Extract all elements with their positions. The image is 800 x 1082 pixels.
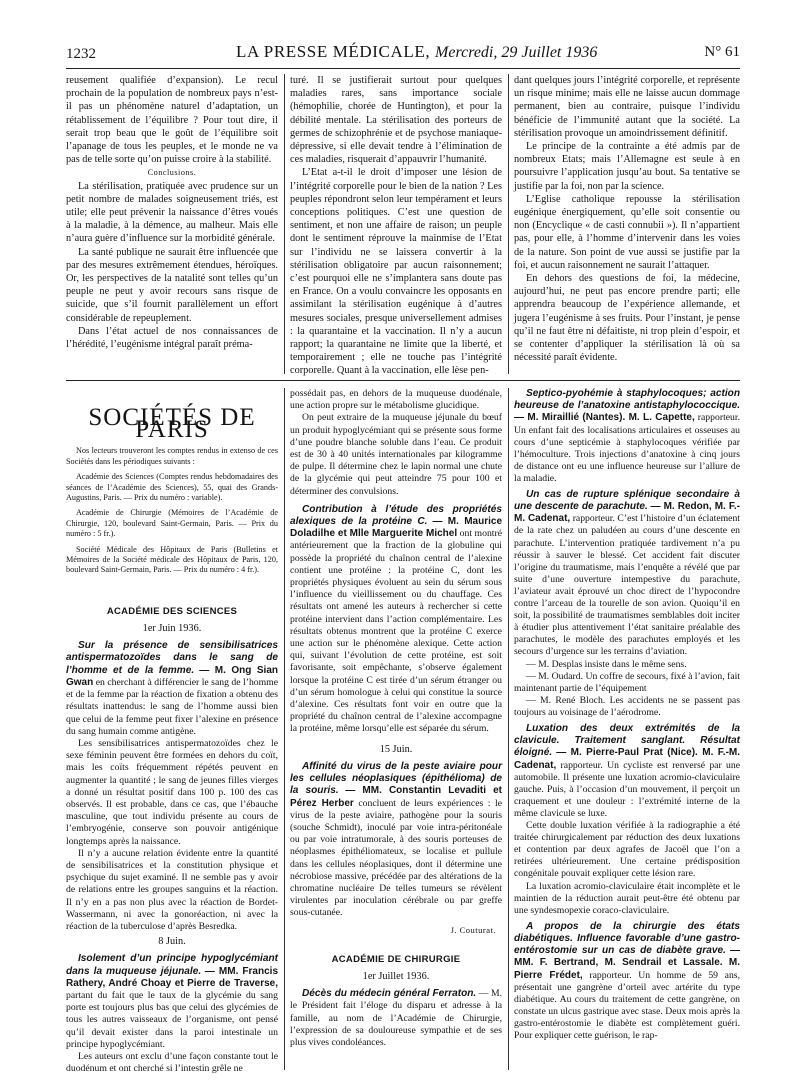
- article-authors: — M. Redon, M. F.-M. Cadenat,: [514, 501, 741, 525]
- session-date: 15 Juin.: [379, 743, 413, 755]
- article: [514, 489, 740, 719]
- column-rule: [508, 388, 509, 1070]
- article-text: rapporteur. Un cycliste est renversé par une automobile. Il présente une luxation acromio-claviculaire gauche. Puis, à l’occasion d’un mouvement, il perçoit un craquement et une douleur : l’extrémité interne de la même clavicule se luxe.: [514, 759, 740, 819]
- article-title: A propos de la chirurgie des états diabétiques. Influence favorable d’une gastro-entérostomie sur un cas de diabète grave.: [514, 920, 740, 957]
- article-title: Septico-pyohémie à staphylocoques; action heureuse de l’anatoxine antistaphylococcique.: [514, 388, 740, 412]
- paragraph: Dans l’état actuel de nos connaissances de l’hérédité, l’eugénisme intégral paraît préma-: [66, 325, 278, 351]
- article-title: Un cas de rupture splénique secondaire à une descente de parachute.: [514, 488, 740, 513]
- article-authors: — MM. Francis Rathery, André Choay et Pierre de Traverse,: [66, 965, 279, 989]
- paragraph: turé. Il se justifierait surtout pour quelques maladies rares, sans importance sociale (hémophilie, chorée de Huntington), et pour la débilité mentale. La stérilisation des porteurs de germes de schizophrénie et de psychose maniaque-dépressive, si elle devait tendre à l’élimination de ces maladies, risquerait d’appauvrir l’humanité.: [290, 75, 502, 166]
- column-rule: [284, 74, 285, 374]
- issue-number: N° 61: [704, 44, 740, 60]
- article-authors: — M. Maurice Doladilhe et Mlle Marguerite Michel: [290, 516, 503, 540]
- top-column-2: [290, 74, 502, 378]
- paragraph: La stérilisation, pratiquée avec prudence sur un petit nombre de malades soigneusement triés, est utile; elle peut prévenir la naissance d’êtres voués à la maladie, à la démence, au malheur. Mais elle n’aura guère d’influence sur la morbidité générale.: [66, 180, 278, 245]
- session-date: 1er Juillet 1936.: [362, 970, 430, 982]
- running-header: [66, 42, 740, 66]
- article: [514, 388, 740, 485]
- article-title: Luxation des deux extrémités de la clavicule. Traitement sanglant. Résultat éloigné.: [514, 722, 740, 759]
- section-rule: [66, 380, 740, 381]
- article: [290, 761, 502, 920]
- article: [66, 953, 278, 1075]
- article-title: Décès du médecin général Ferraton.: [302, 988, 477, 1000]
- article-title: Affinité du virus de la peste aviaire pour les cellules néoplasiques (épithélioma) de la souris.: [290, 760, 502, 797]
- paragraph: reusement qualifiée d’expansion). Le recul prochain de la population de nombreux pays n’est-il pas un phénomène naturel d’adaptation, un rétablissement de l’équilibre ? Pour tout dire, il serait trop beau que le goût de l’équilibre soit l’apanage de tous les peuples, et le monde ne va pas de telle sorte qu’on puisse croire à la stabilité.: [66, 75, 278, 166]
- article: [66, 640, 278, 933]
- article-text: rapporteur. C’est l’histoire d’un éclatement de la rate chez un paludéen au cours d’une descente en parachute. L’intervention pratiquée tardivement n’a pu réussir à sauver le blessé. Cet accident fait discuter l’origine du traumatisme, mais l’enquête a révélé que par suite d’une ouverture intempestive du parachute, l’aviateur avait éprouvé un choc direct de l’hypocondre contre l’arceau de la tourelle de son avion. Quoiqu’il en soit, la possibilité de traumatismes semblables doit inciter à étudier plus attentivement l’état sanitaire préalable des parachutes, le modèle des parachutes employés et les secours d’urgence sur les terrains d’aviation.: [514, 513, 740, 658]
- session-date: 1er Juin 1936.: [142, 623, 202, 635]
- academy-heading: ACADÉMIE DE CHIRURGIE: [331, 953, 461, 965]
- session-date: 8 Juin.: [158, 936, 186, 948]
- issue-date: Mercredi, 29 Juillet 1936: [435, 44, 598, 61]
- page-number: 1232: [66, 46, 96, 62]
- signature: J. Couturat.: [450, 924, 496, 935]
- article-authors: — M. Pierre-Paul Prat (Nice). M. F.-M. Cadenat,: [514, 747, 741, 771]
- journal-title: [236, 42, 597, 62]
- paragraph: Le principe de la contrainte a été admis par de nombreux Etats; mais l’Allemagne est seule à en poursuivre l’application jusqu’au bout. Sa tentative se justifie par la foi, non par la science.: [514, 141, 740, 192]
- academy-heading: ACADÉMIE DES SCIENCES: [106, 605, 238, 617]
- article-authors: — MM. F. Bertrand, M. Sendrail et Lassale. M. Pierre Frédet,: [514, 945, 741, 981]
- notice-source: Académie de Chirurgie (Mémoires de l’Académie de Chirurgie, 120, boulevard Saint-Germain, Paris. — Prix du numéro : 5 fr.).: [66, 508, 278, 539]
- sources-notice: [66, 446, 278, 575]
- article-authors: — MM. Constantin Levaditi et Pérez Herber: [290, 785, 503, 809]
- article-text: en cherchant à différencier le sang de l’homme et de la femme par la réaction de fixation a obtenu des résultats inattendus: le sang de l’homme aussi bien que celui de la femme peut fixer l’alexine en présence du sang humain comme antigène.: [66, 676, 278, 737]
- paragraph: — M. Desplas insiste dans le même sens.: [526, 658, 687, 670]
- paragraph: L’Eglise catholique repousse la stérilisation eugénique énergiquement, qu’elle soit consentie ou non (Encyclique « de casti connubii »). Il n’appartient pas, pour elle, à l’homme d’intervenir dans les voies de la nature. Son point de vue aussi se justifie par la foi, et aucun raisonnement ne saurait l’attaquer.: [514, 193, 740, 271]
- notice-source: Société Médicale des Hôpitaux de Paris (Bulletins et Mémoires de la Société médicale des Hôpitaux de Paris, 120, boulevard Saint-Germain, Paris. — Prix du numéro : 4 fr.).: [66, 544, 278, 575]
- column-rule: [284, 388, 285, 1070]
- paragraph: — M. René Bloch. Les accidents ne se passent pas toujours au voisinage de l’aérodrome.: [514, 694, 740, 718]
- header-rule: [66, 68, 740, 69]
- article-authors: — M. Ong Sian Gwan: [66, 664, 278, 688]
- paragraph: La luxation acromio-claviculaire était incomplète et le maintien de la réduction aurait peut-être été obtenu par une syndesmopexie coraco-claviculaire.: [514, 880, 740, 916]
- article-title: Contribution à l’étude des propriétés alexiques de la protéine C.: [290, 503, 502, 528]
- paragraph: Les sensibilisatrices antispermatozoïdes chez le sexe féminin peuvent être formées en dehors du coït, mais les coïts fréquemment répétés peuvent en augmenter la quantité ; le sang de jeunes filles vierges a donné un résultat positif dans 100 p. 100 des cas observés. Il est probable, dans ce cas, que l’ébauche masculine, que tout individu présente au cours de l’embryogénie, conserve son pouvoir antigénique longtemps après la naissance.: [66, 737, 278, 847]
- paragraph: L’Etat a-t-il le droit d’imposer une lésion de l’intégrité corporelle pour le bien de la nation ? Les peuples répondront selon leur tempérament et leurs conceptions politiques. C’est une question de sentiment, et non une affaire de raison; un peuple dont le sentiment réprouve la mainmise de l’Etat sur l’individu ne se laissera convertir à la stérilisation obligatoire par aucun raisonnement; c’est pourquoi elle ne s’implantera sans doute pas en France. On a voulu convaincre les opposants en assimilant la stérilisation eugénique à d’autres mesures sociales, presque universellement admises : la quarantaine et la vaccination. Il n’y a aucun rapport; la quarantaine ne limite que la liberté, et temporairement ; elle ne touche pas l’intégrité corporelle. Quant à la vaccination, elle lèse pen-: [290, 167, 502, 377]
- column-rule: [508, 74, 509, 374]
- notice-intro: Nos lecteurs trouveront les comptes rendus in extenso de ces Sociétés dans les périodiques suivants :: [66, 446, 278, 466]
- article-title: Sur la présence de sensibilisatrices antispermatozoïdes dans le sang de l’homme et de la femme.: [66, 640, 278, 676]
- societes-column-2: [290, 388, 502, 1050]
- top-column-3: [514, 74, 740, 364]
- paragraph: Cette double luxation vérifiée à la radiographie a été traitée chirurgicalement par réduction des deux luxations et contention par deux agrafes de Jacoël que l’on a retirées ultérieurement. Une certaine prédisposition congénitale pouvait expliquer cette lésion rare.: [514, 820, 740, 880]
- article-text: rapporteur. Un enfant fait des localisations articulaires et osseuses au cours d’une septicémie à staphylocoques vérifiée par l’hémoculture. Trois injections d’anatoxine à cinq jours de distance ont eu une influence heureuse sur l’allure de la maladie.: [514, 412, 741, 484]
- paragraph: — M. Oudard. Un coffre de secours, fixé à l’avion, fait maintenant partie de l’équipement: [514, 670, 740, 694]
- article-text: ont montré antérieurement que la fraction de la globuline qui possède la propriété du chaînon central de l’alexine contient une protéine : la protéine C, dont les propriétés physiques évoluent au sein du sérum sous l’influence du vieillissement ou du chauffage. Ces résultats ont amené les auteurs à rechercher si cette protéine intervient dans l’action complémentaire. Les résultats obtenus montrent que la protéine C exerce une action sur le phénomène alexique. Cette action qui, suivant l’évolution de cette protéine, est soit favorisante, soit empêchante, s’observe également lorsque la protéine C est tirée d’un sérum étranger ou d’un sérum homologue à celui qui constitue la source d’alexine. Ces résultats font voir en outre que la propriété du chaînon central de l’alexine accompagne la protéine, même lorsqu’elle est séparée du sérum.: [290, 528, 503, 735]
- article-text: rapporteur. Un homme de 59 ans, présentait une gangrène d’orteil avec artérite du type diabétique. Au cours du traitement de cette gangrène, on constate un ulcus gastrique avec stase. Deux mois après la gastro-entérostomie le diabète est complètement guéri. Pour expliquer cette guérison, le rap-: [514, 969, 741, 1041]
- section-heading-conclusions: Conclusions.: [147, 168, 197, 178]
- societes-column-3: [514, 388, 740, 1043]
- article-title: Isolement d’un principe hypoglycémiant dans la muqueuse jéjunale.: [66, 953, 278, 977]
- societes-column-1: [66, 388, 278, 1076]
- article: [514, 723, 740, 917]
- paragraph: La santé publique ne saurait être influencée que par des mesures extrêmement étendues, héroïques. Or, les perspectives de la natalité sont telles qu’un peuple ne peut y avoir recours sans risque de suicide, que s’il fournit parallèlement un effort considérable de repeuplement.: [66, 246, 278, 324]
- article-text: concluent de leurs expériences : le virus de la peste aviaire, pathogène pour la souris (souche Schmidt), inoculé par voie intra-péritonéale ou par voie intratumorale, à des souris porteuses de néoplasmes épithéliomateux, se localise et pullule dans les cellules néoplasiques, dont il détermine une nécrobiose massive, précédée par des altérations de la chromatine nucléaire De telles tumeurs se révèlent virulentes par inoculation cérébrale ou par greffe sous-cutanée.: [290, 797, 502, 919]
- notice-source: Académie des Sciences (Comptes rendus hebdomadaires des séances de l’Académie des Sciences), 55, quai des Grands-Augustins, Paris. — Prix du numéro : variable).: [66, 472, 278, 503]
- paragraph: Les auteurs ont exclu d’une façon constante tout le duodénum et ont cherché si l’intestin grêle ne: [66, 1050, 278, 1075]
- paragraph: On peut extraire de la muqueuse jéjunale du bœuf un produit hypoglycémiant qui se présente sous forme d’une poudre blanche soluble dans l’eau. Ce produit est de 30 à 40 unités internationales par kilogramme de pulpe. Il détermine chez le lapin normal une chute de la glycémie qui peut atteindre 75 pour 100 et déterminer des convulsions.: [290, 412, 502, 497]
- article-text: — M. le Président fait l’éloge du disparu et adresse à la famille, au nom de l’Académie de Chirurgie, l’expression de sa douloureuse sympathie et de ses plus vives condoléances.: [290, 988, 502, 1048]
- paragraph: possédait pas, en dehors de la muqueuse duodénale, une action propre sur le métabolisme glucidique.: [290, 388, 502, 412]
- article: [290, 504, 502, 736]
- paragraph: dant quelques jours l’intégrité corporelle, et représente un risque minime; mais elle ne laisse aucun dommage permanent, bien au contraire, puisque l’individu bénéficie de l’immunité autant que la société. La stérilisation provoque un amoindrissement définitif.: [514, 75, 740, 139]
- section-title: SOCIÉTÉS DE PARIS: [88, 404, 256, 444]
- article: [290, 988, 502, 1049]
- article-authors: — M. Miraillié (Nantes). M. L. Capette,: [514, 412, 695, 424]
- journal-name: LA PRESSE MÉDICALE,: [236, 42, 431, 61]
- paragraph: En dehors des questions de foi, la médecine, aujourd’hui, ne peut pas encore prendre parti; elle apprendra beaucoup de l’expérience allemande, et jugera l’eugénisme à ses fruits. Pour l’instant, je pense qu’il ne faut être ni défaitiste, ni trop plein d’espoir, et se contenter d’appliquer la stérilisation là où sa nécessité paraît évidente.: [514, 273, 740, 364]
- top-column-1: [66, 74, 278, 351]
- article-text: partant du fait que le taux de la glycémie du sang porte est toujours plus bas que celui des glycémies de tous les autres vaisseaux de l’organisme, ont pensé qu’il devait exister dans la paroi intestinale un principe hypoglycémiant.: [66, 989, 278, 1050]
- article: [514, 921, 740, 1042]
- paragraph: Il n’y a aucune relation évidente entre la quantité de sensibilisatrices et la constitution physique et psychique du sujet examiné. Il ne semble pas y avoir de relations entre les groupes sanguins et la réaction. Il n’y en a pas non plus avec la réaction de Bordet-Wassermann, ni avec la gonoréaction, ni avec la réaction de la tuberculose d’après Besredka.: [66, 847, 278, 932]
